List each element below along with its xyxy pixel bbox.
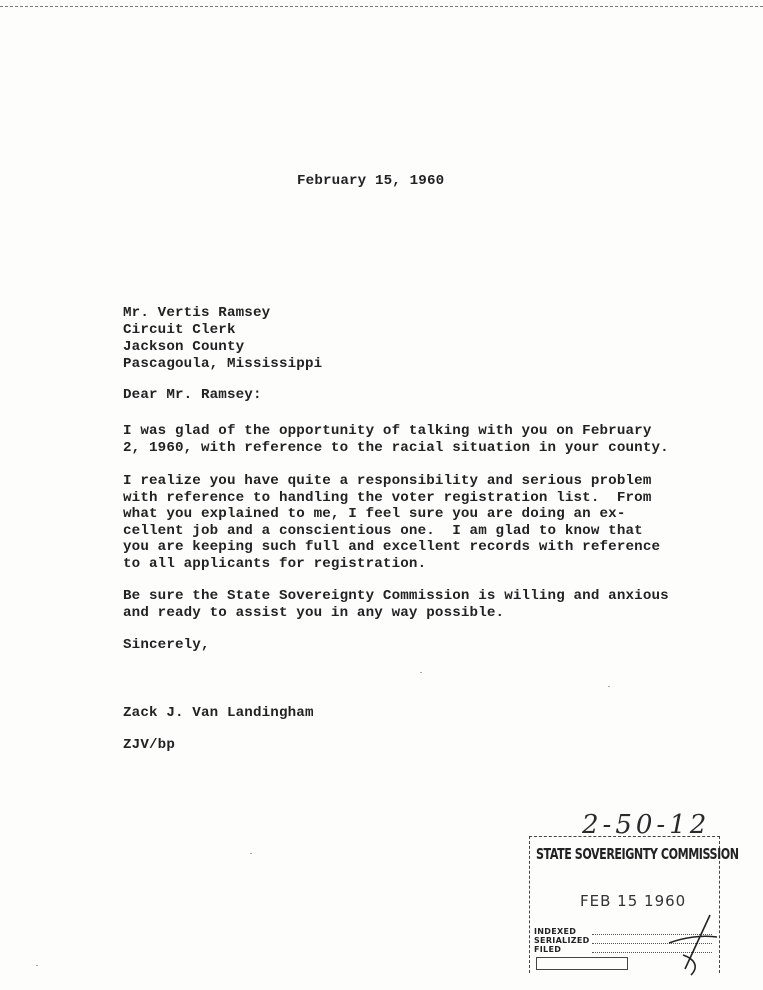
recipient-title: Circuit Clerk — [123, 322, 236, 338]
scan-speck — [420, 672, 422, 673]
recipient-address — [123, 305, 322, 373]
scan-speck — [36, 965, 38, 966]
commission-file-stamp — [529, 836, 739, 973]
recipient-county: Jackson County — [123, 339, 245, 355]
body-paragraph-2: I realize you have quite a responsibility and serious problem with reference to handling the voter registration list. From what you explained to me, I feel sure you are doing an ex- cellent job and a conscientious one. I am glad to know that you are keeping such full and excellent records with reference to all applicants for registration. — [123, 473, 661, 572]
stamp-date: FEB 15 1960 — [580, 892, 687, 910]
closing: Sincerely, — [123, 637, 210, 653]
handwritten-file-number: 2-50-12 — [582, 810, 711, 840]
stamp-filing-box — [536, 957, 628, 970]
letter-date: February 15, 1960 — [297, 173, 445, 189]
signer-name: Zack J. Van Landingham — [123, 705, 314, 721]
body-paragraph-1: I was glad of the opportunity of talking with you on February 2, 1960, with reference to the racial situation in your county. — [123, 423, 669, 456]
recipient-city: Pascagoula, Mississippi — [123, 356, 323, 372]
handwritten-initials-mark — [655, 897, 725, 977]
stamp-label-filed: FILED — [534, 945, 562, 954]
stamp-title: STATE SOVEREIGNTY COMMISSION — [536, 845, 739, 863]
recipient-name: Mr. Vertis Ramsey — [123, 305, 271, 321]
salutation: Dear Mr. Ramsey: — [123, 387, 262, 403]
page-top-edge — [0, 0, 763, 7]
scan-speck — [608, 686, 610, 687]
typist-initials: ZJV/bp — [123, 737, 175, 753]
scan-speck — [250, 853, 252, 854]
stamp-label-indexed: INDEXED — [534, 927, 577, 936]
stamp-label-serialized: SERIALIZED — [534, 936, 590, 945]
body-paragraph-3: Be sure the State Sovereignty Commission is willing and anxious and ready to assist you in any way possible. — [123, 588, 669, 621]
